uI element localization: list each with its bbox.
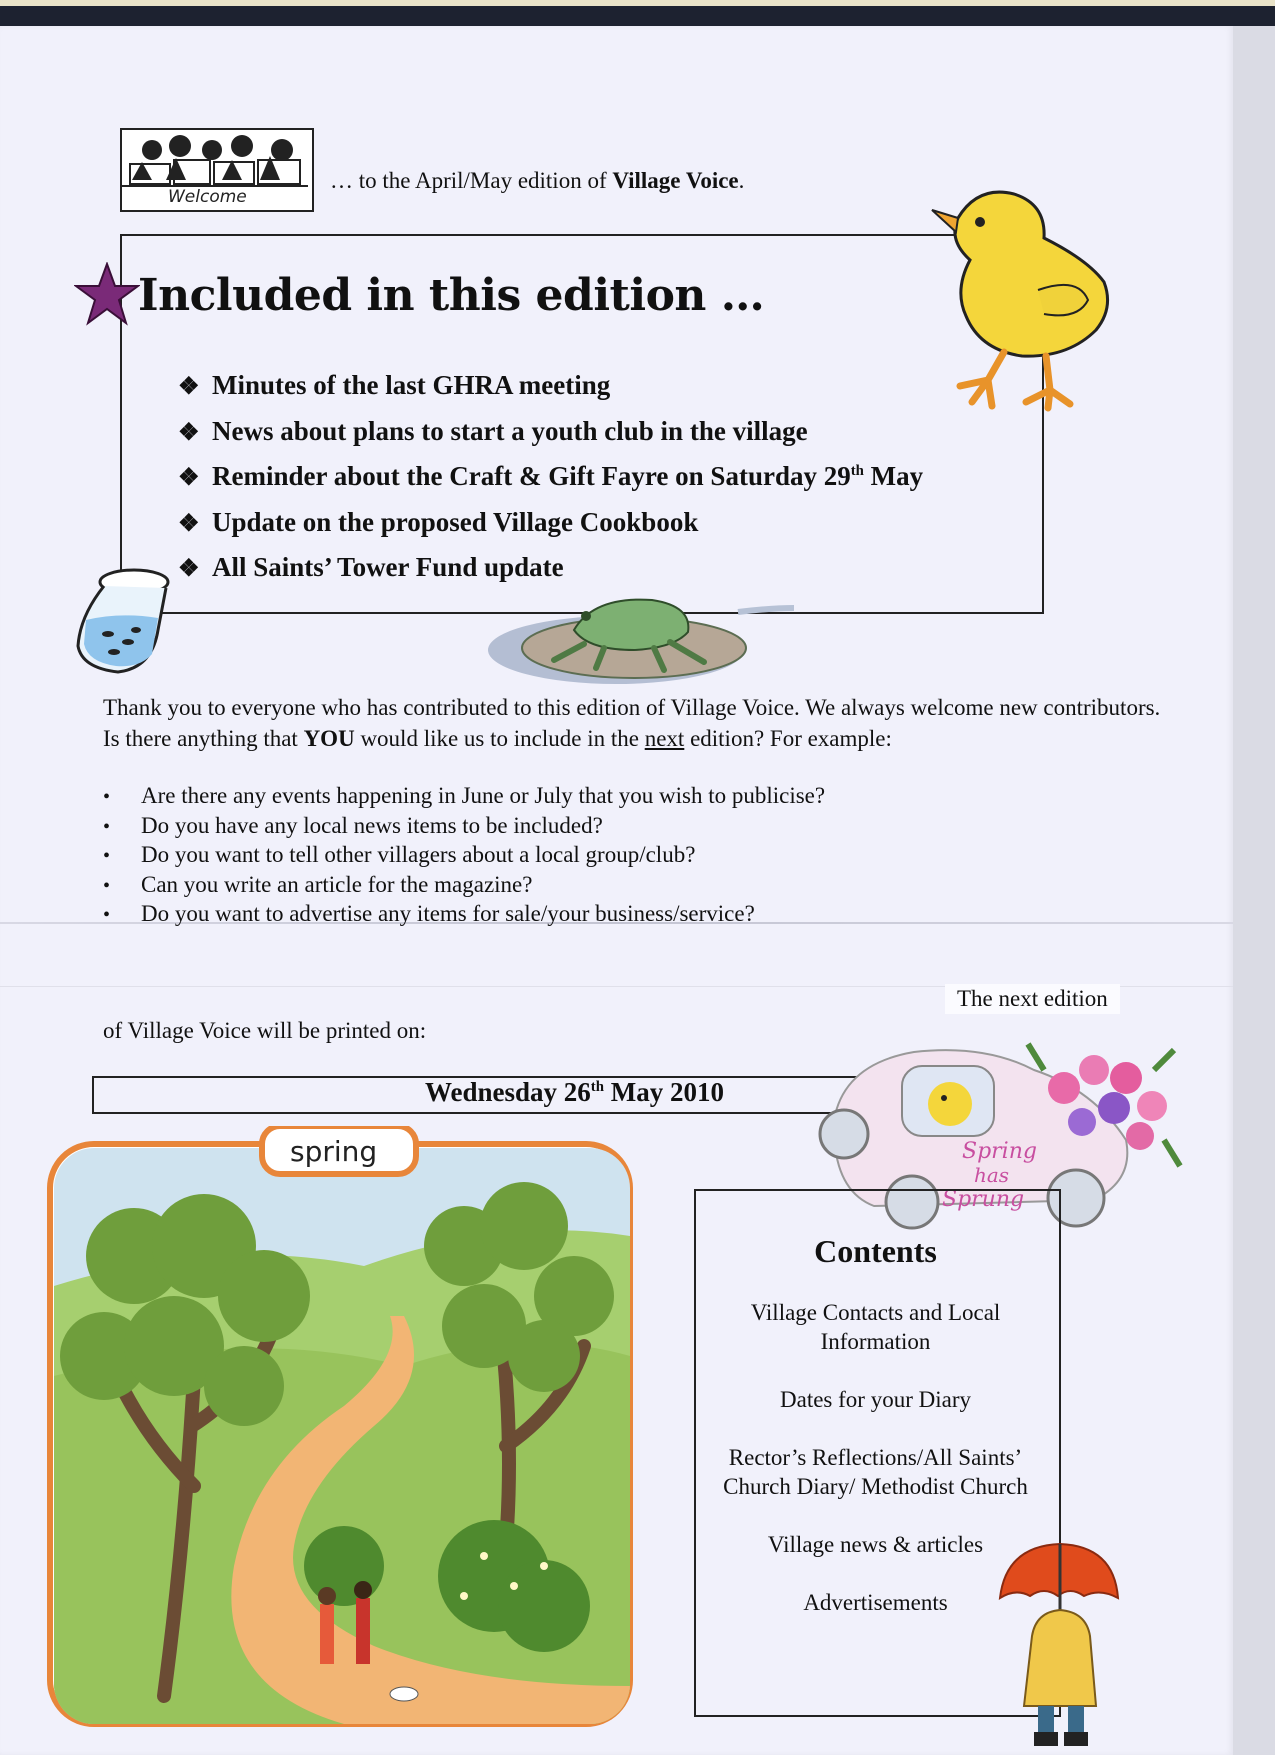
- included-item-text: All Saints’ Tower Fund update: [212, 552, 564, 582]
- list-item: [178, 370, 923, 416]
- date-rest: May 2010: [604, 1077, 724, 1107]
- fish-jar-image: [70, 560, 174, 676]
- print-date: [425, 1077, 724, 1108]
- scan-right-edge: [1233, 26, 1275, 1755]
- bullet-icon: •: [103, 904, 111, 926]
- diamond-bullet-icon: ❖: [178, 556, 200, 582]
- printed-on-text: of Village Voice will be printed on:: [103, 1018, 427, 1043]
- list-item: [178, 416, 923, 462]
- frog-image: [484, 588, 796, 690]
- intro-next: next: [644, 726, 685, 751]
- included-item-after: May: [863, 461, 924, 491]
- list-item: Village news & articles: [767, 1532, 984, 1557]
- welcome-stamp-text: Welcome: [168, 187, 247, 206]
- contents-title: Contents: [814, 1233, 937, 1269]
- spring-label: spring: [290, 1135, 378, 1168]
- car-caption-2: has: [974, 1163, 1010, 1187]
- intro-you: YOU: [303, 726, 355, 751]
- list-item: Village Contacts and Local Information: [750, 1300, 1001, 1354]
- included-item-text: News about plans to start a youth club in the village: [212, 415, 808, 446]
- diamond-bullet-icon: ❖: [178, 465, 200, 491]
- included-item-text: Minutes of the last GHRA meeting: [212, 370, 611, 400]
- list-item: [103, 842, 825, 872]
- welcome-line: [330, 168, 744, 194]
- date-sup: th: [590, 1079, 604, 1095]
- intro-text-2: would like us to include in the: [354, 726, 645, 751]
- included-list: [178, 370, 923, 598]
- included-item-text: Update on the proposed Village Cookbook: [212, 506, 699, 537]
- spring-landscape-image: [44, 1126, 634, 1730]
- welcome-prefix: … to the April/May edition of: [330, 168, 613, 193]
- diamond-bullet-icon: ❖: [178, 374, 200, 400]
- car-caption-3: Sprung: [942, 1187, 1025, 1212]
- example-text: Can you write an article for the magazine?: [141, 871, 533, 897]
- included-item-text: Reminder about the Craft & Gift Fayre on Saturday 29: [212, 461, 851, 491]
- bullet-icon: •: [103, 815, 111, 838]
- included-title: Included in this edition …: [138, 270, 765, 321]
- next-edition-label: The next edition: [945, 984, 1120, 1014]
- included-item-sup: th: [850, 463, 864, 479]
- example-text: Are there any events happening in June or July that you wish to publicise?: [141, 783, 826, 808]
- chick-image: [918, 180, 1123, 412]
- welcome-stamp-image: [120, 128, 314, 212]
- welcome-suffix: .: [738, 168, 745, 193]
- list-item: [103, 872, 825, 902]
- list-item: [103, 901, 825, 931]
- bullet-icon: •: [103, 874, 111, 897]
- intro-text-1: Thank you to everyone who has contributed to this edition of Village Voice. We always welcome new contributors. Is there anything that: [103, 695, 1161, 751]
- list-item: [103, 783, 825, 813]
- example-text: Do you want to tell other villagers about a local group/club?: [141, 842, 696, 867]
- magazine-name: Village Voice: [612, 168, 739, 193]
- intro-text-3: edition? For example:: [684, 726, 892, 751]
- example-text: Do you want to advertise any items for sale/your business/service?: [141, 901, 755, 926]
- examples-list: [103, 783, 825, 931]
- umbrella-child-image: [996, 1540, 1122, 1750]
- scan-top-bar: [0, 0, 1275, 26]
- intro-paragraph: [103, 692, 1163, 754]
- bullet-icon: •: [103, 786, 111, 808]
- car-caption-1: Spring: [962, 1139, 1037, 1164]
- star-icon: [74, 262, 140, 326]
- list-item: Dates for your Diary: [780, 1387, 971, 1412]
- list-item: [103, 813, 825, 843]
- example-text: Do you have any local news items to be included?: [141, 812, 603, 838]
- list-item: [178, 507, 923, 553]
- diamond-bullet-icon: ❖: [178, 419, 200, 446]
- bullet-icon: •: [103, 845, 111, 867]
- list-item: [178, 461, 923, 507]
- diamond-bullet-icon: ❖: [178, 510, 200, 537]
- list-item: Advertisements: [803, 1590, 948, 1615]
- list-item: Rector’s Reflections/All Saints’ Church Diary/ Methodist Church: [723, 1445, 1028, 1499]
- date-day: Wednesday 26: [425, 1077, 591, 1107]
